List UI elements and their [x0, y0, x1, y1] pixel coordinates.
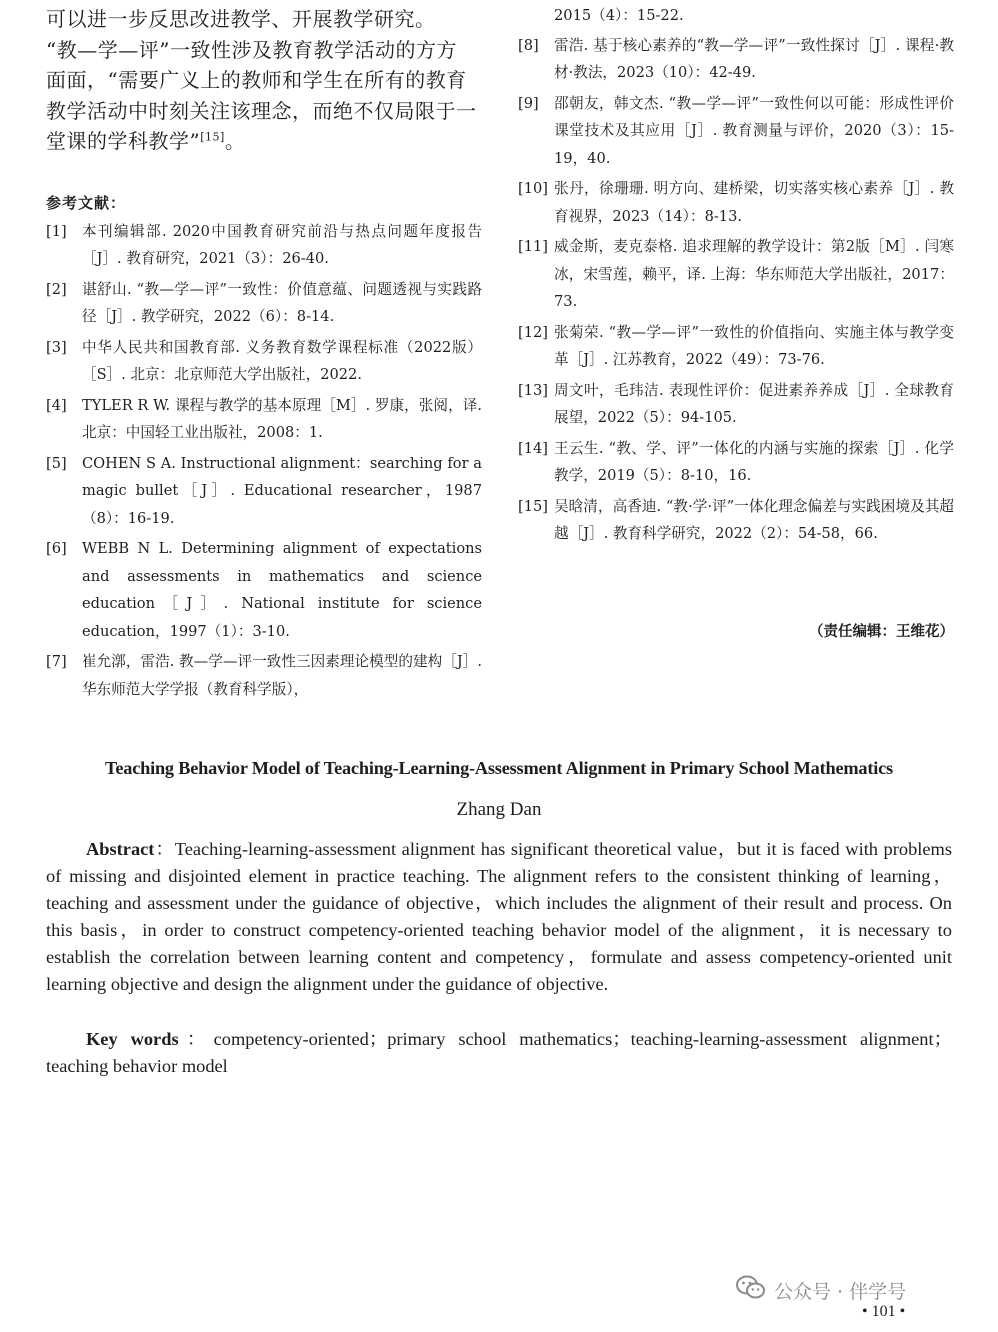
reference-item: [46, 535, 482, 645]
keywords-label: Key words: [86, 1029, 179, 1049]
reference-item: [46, 392, 482, 447]
reference-item: [518, 435, 954, 490]
citation-marker: [15]: [200, 130, 225, 144]
reference-number: [7]: [46, 653, 67, 670]
reference-number: [5]: [46, 454, 67, 472]
body-period: 。: [224, 129, 246, 153]
reference-continuation: 2015（4）：15-22.: [554, 7, 684, 24]
english-author: Zhang Dan: [456, 799, 542, 820]
reference-number: [10]: [518, 180, 548, 197]
body-line: “教—学—评”一致性涉及教育教学活动的方方: [46, 37, 457, 62]
english-title: Teaching Behavior Model of Teaching-Learning-Assessment Alignment in Primary School Mathematics: [105, 758, 893, 778]
reference-text: 邵朝友，韩文杰. “教—学—评”一致性何以可能：形成性评价课堂技术及其应用［J］. 教育测量与评价，2020（3）：15-19，40.: [554, 94, 954, 167]
reference-item: [46, 450, 482, 533]
reference-text: 周文叶，毛玮洁. 表现性评价：促进素养养成［J］. 全球教育展望，2022（5）：94-105.: [554, 381, 954, 426]
reference-number: [12]: [518, 323, 548, 341]
reference-number: [15]: [518, 497, 548, 515]
body-line: 面面，“需要广义上的教师和学生在所有的教育: [46, 68, 467, 92]
reference-number: [3]: [46, 338, 67, 356]
reference-number: [14]: [518, 439, 548, 457]
reference-text: 吴晗清，高香迪. “教·学·评”一体化理念偏差与实践困境及其超越［J］. 教育科学研究，2022（2）：54-58，66.: [554, 497, 954, 542]
watermark-text: 公众号 · 伴学号: [774, 1281, 907, 1303]
reference-text: COHEN S A. Instructional alignment：searching for a magic bullet［J］. Educational researcher，1987（8）：16-19.: [82, 454, 482, 527]
reference-number: [9]: [518, 94, 539, 112]
page-number: • 101 •: [862, 1303, 906, 1320]
reference-list-left: [46, 218, 482, 704]
reference-text: 张菊荣. “教—学—评”一致性的价值指向、实施主体与教学变革［J］. 江苏教育，2022（49）：73-76.: [554, 323, 954, 368]
body-text-end: 堂课的学科教学”: [46, 129, 201, 153]
reference-item: [518, 90, 954, 173]
reference-item: [518, 32, 954, 87]
reference-item: [518, 319, 954, 374]
reference-text: 崔允漷，雷浩. 教—学—评一致性三因素理论模型的建构［J］. 华东师范大学学报（教育科学版），: [82, 653, 482, 698]
reference-text: 本刊编辑部. 2020中国教育研究前沿与热点问题年度报告［J］. 教育研究，2021（3）：26-40.: [82, 222, 482, 267]
right-column: [518, 0, 954, 640]
reference-list-right: [518, 32, 954, 548]
body-line: 可以进一步反思改进教学、开展教学研究。: [46, 7, 436, 31]
reference-number: [11]: [518, 238, 548, 255]
left-column: [46, 0, 482, 703]
english-abstract: [46, 836, 952, 999]
reference-text: 谌舒山. “教—学—评”一致性：价值意蕴、问题透视与实践路径［J］. 教学研究，2022（6）：8-14.: [82, 280, 482, 325]
body-paragraph: [46, 0, 482, 157]
reference-item: [46, 648, 482, 703]
reference-number: [13]: [518, 381, 548, 399]
body-line: 教学活动中时刻关注该理念，而绝不仅局限于一: [46, 98, 477, 123]
reference-number: [2]: [46, 280, 67, 298]
reference-number: [1]: [46, 222, 67, 240]
reference-item: [518, 493, 954, 548]
reference-text: 威金斯，麦克泰格. 追求理解的教学设计：第2版［M］. 闫寒冰，宋雪莲，赖平，译. 上海：华东师范大学出版社，2017：73.: [554, 238, 954, 310]
body-line-last: [46, 126, 482, 157]
abstract-text: ：Teaching-learning-assessment alignment has significant theoretical value，but it is faced with problems of missing and disjointed element in practice teaching. The alignment refers to the consistent thinking of learning，teaching and assessment under the guidance of objective，which includes the alignment of their result and process. On this basis，in order to construct competency-oriented teaching behavior model of the alignment，it is necessary to establish the correlation between learning content and competency，formulate and assess competency-oriented unit learning objective and design the alignment under the guidance of objective.: [46, 839, 952, 995]
reference-text: WEBB N L. Determining alignment of expectations and assessments in mathematics and science education［J］. National institute for science education，1997（1）：3-10.: [82, 540, 482, 640]
reference-item: [46, 276, 482, 331]
reference-number: [4]: [46, 396, 67, 414]
reference-item: [46, 218, 482, 273]
reference-text: 张丹，徐珊珊. 明方向、建桥梁，切实落实核心素养［J］. 教育视界，2023（14）：8-13.: [554, 180, 954, 225]
reference-text: 雷浩. 基于核心素养的“教—学—评”一致性探讨［J］. 课程·教材·教法，2023（10）：42-49.: [554, 36, 954, 81]
reference-number: [6]: [46, 540, 67, 557]
reference-text: 王云生. “教、学、评”一体化的内涵与实施的探索［J］. 化学教学，2019（5）：8-10，16.: [554, 439, 954, 484]
reference-item: [518, 233, 954, 316]
reference-item: [518, 377, 954, 432]
watermark: [736, 1275, 906, 1306]
reference-number: [8]: [518, 36, 539, 54]
reference-item: [46, 334, 482, 389]
reference-text: 中华人民共和国教育部. 义务教育数学课程标准（2022版）［S］. 北京：北京师范大学出版社，2022.: [82, 338, 482, 383]
reference-text: TYLER R W. 课程与教学的基本原理［M］. 罗康，张阅，译. 北京：中国轻工业出版社，2008：1.: [82, 396, 482, 441]
references-heading: 参考文献：: [46, 193, 127, 212]
english-keywords: [46, 1026, 952, 1080]
responsible-editor: （责任编辑：王维花）: [809, 624, 954, 640]
keywords-text: ：competency-oriented；primary school mathematics；teaching-learning-assessment alignment；teaching behavior model: [46, 1029, 952, 1077]
reference-item: [518, 175, 954, 230]
wechat-icon: [736, 1275, 766, 1306]
abstract-label: Abstract: [86, 839, 155, 859]
